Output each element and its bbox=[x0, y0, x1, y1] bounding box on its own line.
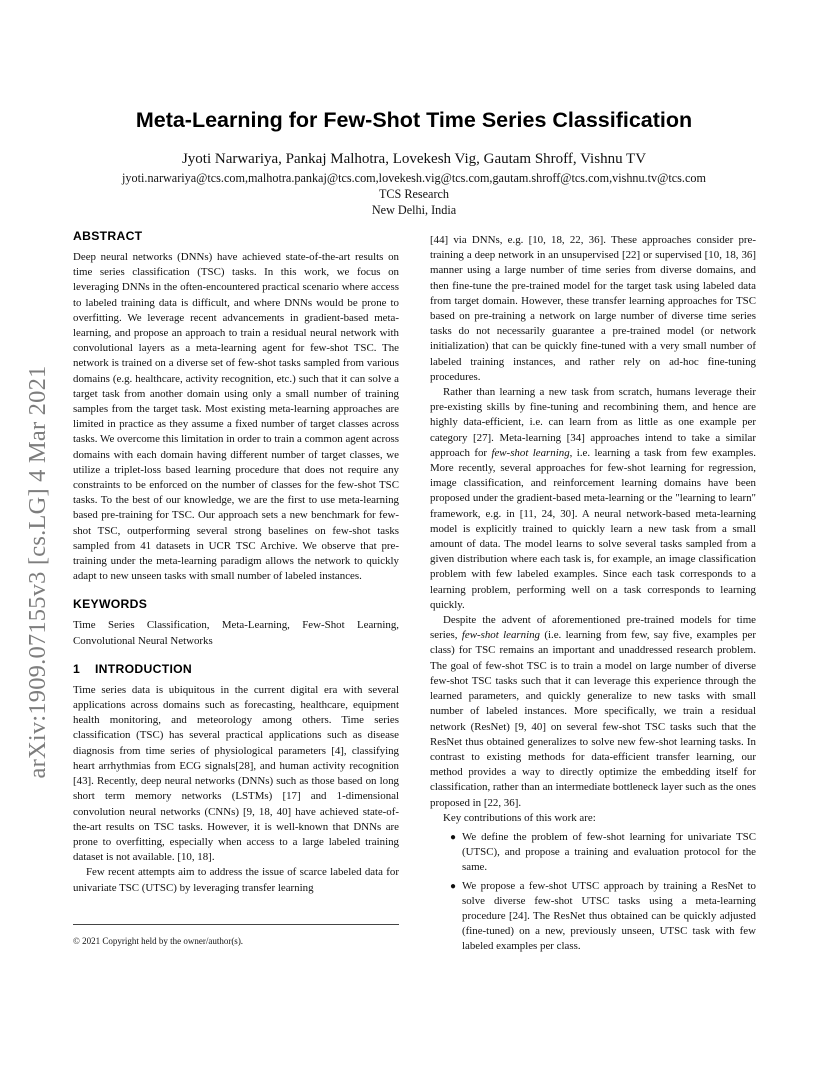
keywords-text: Time Series Classification, Meta-Learning, Few-Shot Learning, Convolutional Neural Networks bbox=[73, 619, 399, 647]
arxiv-identifier: arXiv:1909.07155v3 [cs.LG] 4 Mar 2021 bbox=[24, 365, 51, 779]
keywords-heading: KEYWORDS bbox=[73, 597, 148, 612]
author-list: Jyoti Narwariya, Pankaj Malhotra, Lovekesh Vig, Gautam Shroff, Vishnu TV bbox=[181, 151, 647, 167]
section-number: 1 bbox=[73, 661, 81, 676]
abstract-heading: ABSTRACT bbox=[73, 229, 143, 243]
left-column bbox=[73, 228, 399, 896]
bullet-icon: ● bbox=[450, 880, 457, 892]
intro-paragraph-4: Despite the advent of aforementioned pre-trained models for time series, few-shot learning (i.e. learning from few, say five, examples per class) for TSC remains an important and unaddressed research problem. The goal of few-shot TSC is to train a model on large number of diverse few-shot TSC tasks such that it can leverage this experience through the learned parameters, and quickly generalize to new tasks with small number of labeled instances. More specifically, we train a residual network (ResNet) [9, 40] on several few-shot TSC tasks such that the ResNet thus obtained generalizes to solve new few-shot learning tasks. In contrast to existing methods for data-efficient transfer learning, our method provides a way to directly optimize the embedding itself for classification, rather than an intermediate bottleneck layer such as the ones proposed in [22, 36]. bbox=[430, 614, 756, 809]
list-item: ● We define the problem of few-shot learning for univariate TSC (UTSC), and propose a training and evaluation protocol for the same. bbox=[450, 830, 756, 874]
abstract-text: Deep neural networks (DNNs) have achieved state-of-the-art results on time series classification (TSC) tasks. In this work, we focus on leveraging DNNs in the often-encountered practical scenario where access to labeled training data is difficult, and where DNNs would be prone to overfitting. We leverage recent advancements in gradient-based meta-learning, and propose an approach to train a residual neural network with convolutional layers as a meta-learning agent for few-shot TSC. The network is trained on a diverse set of few-shot tasks sampled from various domains (e.g. healthcare, activity recognition, etc.) such that it can solve a target task from another domain using only a small number of training samples from the target task. Most existing meta-learning approaches are limited in practice as they assume a fixed number of target classes across tasks. We overcome this limitation in order to train a common agent across domains with each domain having different number of target classes, we utilize a triplet-loss based learning procedure that does not require any constraints to be enforced on the number of classes for the few-shot TSC tasks. To the best of our knowledge, we are the first to use meta-learning based pre-training for TSC. Our approach sets a new benchmark for few-shot TSC, outperforming several strong baselines on few-shot tasks sampled from 41 datasets in UCR TSC Archive. We observe that pre-training under the meta-learning paradigm allows the network to quickly adapt to new unseen tasks with small number of labeled instances. bbox=[73, 251, 399, 583]
section-title: INTRODUCTION bbox=[95, 661, 193, 676]
intro-paragraph-1: Time series data is ubiquitous in the current digital era with several applications across domains such as forecasting, healthcare, equipment health monitoring, and meteorology among others. Time series classification (TSC) has several practical applications such as disease diagnosis from time series of physiological parameters [4], classifying heart arrhythmias from ECG signals[28], and human activity recognition [43]. Recently, deep neural networks (DNNs) such as those based on long short term memory networks (LSTMs) [17] and 1-dimensional convolution neural networks (CNNs) [9, 18, 40] have achieved state-of-the-art results on TSC tasks. However, it is well-known that DNNs are prone to overfitting, especially when access to a large labeled training dataset is not available. [10, 18]. bbox=[73, 683, 399, 864]
intro-paragraph-3: Rather than learning a new task from scratch, humans leverage their pre-existing skills by fine-tuning and recombining them, and hence are highly data-efficient, i.e. can learn from as little as one example per category [27]. Meta-learning [34] approaches intend to take a similar approach for few-shot learning, i.e. learning a task from few examples. More recently, several approaches for few-shot learning for regression, image classification, and reinforcement learning domains have been proposed under the gradient-based meta-learning or the "learning to learn" framework, e.g. in [11, 24, 30]. A neural network-based meta-learning model is explicitly trained to quickly learn a new task from a small amount of data. The model learns to solve several tasks sampled from a given distribution where each task is, for example, an image classification problem with few labeled examples. Since each task corresponds to a learning problem, performing well on a task corresponds to learning quickly. bbox=[430, 386, 756, 611]
right-column bbox=[430, 233, 756, 958]
contributions-list bbox=[430, 830, 756, 955]
affiliation: TCS Research bbox=[378, 187, 450, 201]
list-item: ● We propose a few-shot UTSC approach by training a ResNet to solve diverse few-shot UTSC tasks using a meta-learning procedure [24]. The ResNet thus obtained can be quickly adjusted (fine-tuned) on a new, previously unseen, UTSC task with few labeled examples per class. bbox=[450, 879, 756, 953]
emphasis-few-shot: few-shot learning bbox=[491, 446, 570, 459]
footnote-divider bbox=[73, 924, 399, 925]
paper-title: Meta-Learning for Few-Shot Time Series Classification bbox=[135, 108, 693, 132]
bullet-icon: ● bbox=[450, 831, 457, 843]
introduction-heading bbox=[73, 661, 399, 677]
intro-paragraph-2: Few recent attempts aim to address the issue of scarce labeled data for univariate TSC (UTSC) by leveraging transfer learning bbox=[73, 866, 399, 894]
location: New Delhi, India bbox=[371, 203, 457, 217]
author-emails: jyoti.narwariya@tcs.com,malhotra.pankaj@tcs.com,lovekesh.vig@tcs.com,gautam.shroff@tcs.com,vishnu.tv@tcs.com bbox=[122, 171, 706, 185]
intro-paragraph-2-continued: [44] via DNNs, e.g. [10, 18, 22, 36]. These approaches consider pre-training a deep network in an unsupervised [22] or supervised [10, 18, 36] manner using a large number of time series from diverse domains, and then fine-tune the pre-trained model for the target task using labeled data from target domain. However, these transfer learning approaches for TSC based on pre-training a network on large number of diverse time series tasks do not necessarily guarantee a pre-trained model (or network initialization) that can be quickly fine-tuned with a very small number of labeled training instances, and rather rely on ad-hoc fine-tuning procedures. bbox=[430, 234, 756, 383]
emphasis-few-shot: few-shot learning bbox=[461, 629, 541, 642]
intro-paragraph-5: Key contributions of this work are: bbox=[443, 811, 596, 824]
copyright-footnote: © 2021 Copyright held by the owner/author(s). bbox=[73, 936, 244, 946]
